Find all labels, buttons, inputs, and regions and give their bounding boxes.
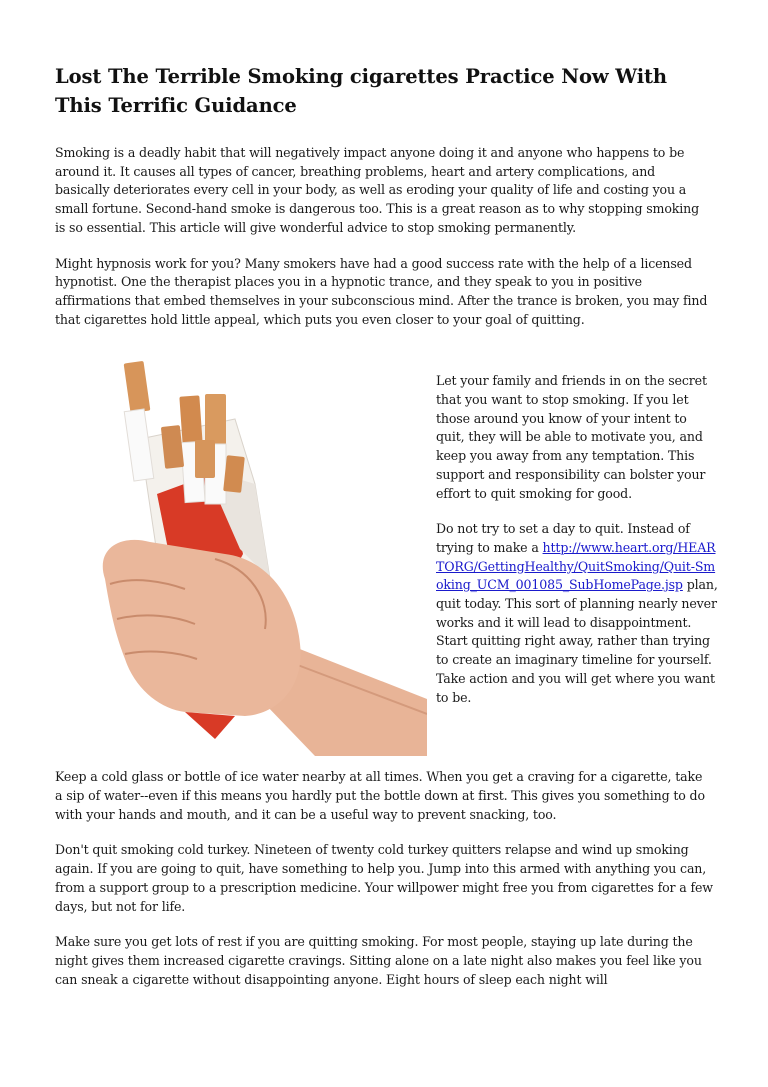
paragraph-cold-turkey: Don't quit smoking cold turkey. Nineteen of twenty cold turkey quitters relapse and wind up smoking again. If you are going to quit, have something to help you. Jump into this armed with anything you can, from a support group to a prescription medicine. Your willpower might free you from cigarettes for a few days, but not for life. — [55, 842, 713, 914]
heart-org-link[interactable]: http://www.heart.org/HEARTORG/GettingHealthy/QuitSmoking/Quit-Smoking_UCM_001085_SubHomePage.jsp — [436, 539, 716, 593]
paragraph-family-friends: Let your family and friends in on the secret that you want to stop smoking. If you let those around you know of your intent to quit, they will be able to motivate you, and keep you away from any temptation. This support and responsibility can bolster your effort to quit smoking for good. — [436, 373, 707, 501]
document-page — [55, 62, 718, 1006]
paragraph-intro: Smoking is a deadly habit that will negatively impact anyone doing it and anyone who happens to be around it. It causes all types of cancer, breathing problems, heart and artery complications, and basically deteriorates every cell in your body, as well as eroding your quality of life and costing you a small fortune. Second-hand smoke is dangerous too. This is a great reason as to why stopping smoking is so essential. This article will give wonderful advice to stop smoking permanently. — [55, 145, 700, 235]
article-title: Lost The Terrible Smoking cigarettes Practice Now With This Terrific Guidance — [55, 65, 667, 117]
sidebar-column — [436, 372, 718, 724]
image-and-sidebar — [55, 344, 718, 764]
quit-day-text-before: Do not try to set a day to quit. Instead of trying to make a — [436, 521, 690, 555]
paragraph-hypnosis: Might hypnosis work for you? Many smokers have had a good success rate with the help of a licensed hypnotist. One the therapist places you in a hypnotic trance, and they speak to you in positive affirmations that embed themselves in your subconscious mind. After the trance is broken, you may find that cigarettes hold little appeal, which puts you even closer to your goal of quitting. — [55, 255, 708, 327]
paragraph-rest: Make sure you get lots of rest if you are quitting smoking. For most people, staying up late during the night gives them increased cigarette cravings. Sitting alone on a late night also makes you feel like you can sneak a cigarette without disappointing anyone. Eight hours of sleep each night will — [55, 934, 702, 987]
paragraph-ice-water: Keep a cold glass or bottle of ice water nearby at all times. When you get a craving for a cigarette, take a sip of water--even if this means you hardly put the bottle down at first. This gives you something to do with your hands and mouth, and it can be a useful way to prevent snacking, too. — [55, 769, 705, 822]
quit-day-text-after: plan, quit today. This sort of planning nearly never works and it will lead to disappointment. Start quitting right away, rather than trying to create an imaginary timeline for yourself. Take action and you will get where you want to be. — [436, 577, 718, 705]
hand-crushing-cigarette-pack-image — [65, 344, 427, 756]
paragraph-quit-day — [436, 520, 718, 707]
